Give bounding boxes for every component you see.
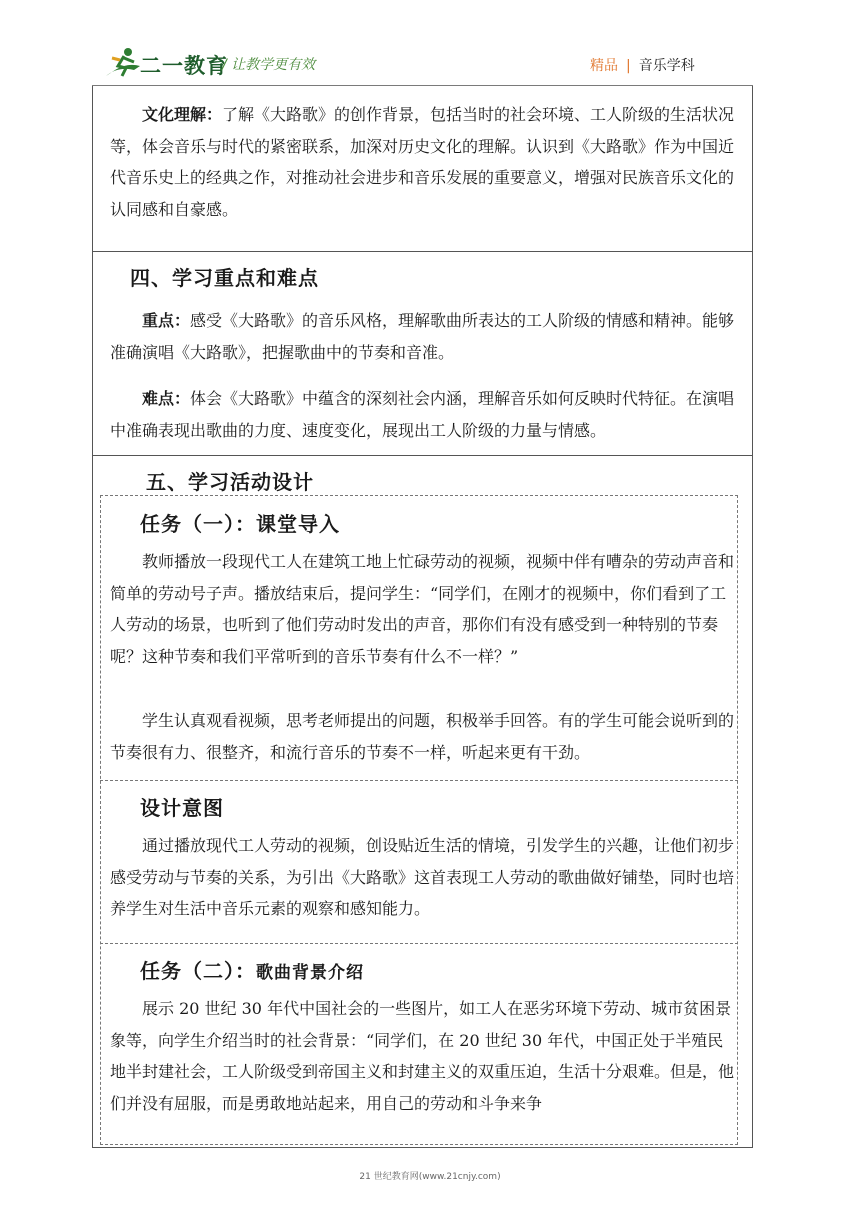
subject-badge [590, 55, 695, 75]
slogan: / 让教学更有效 [222, 57, 316, 73]
task2-title-prefix: 任务（二）： [140, 959, 256, 983]
dashed-divider [100, 780, 738, 781]
subject-label: 音乐学科 [638, 58, 695, 74]
row-divider [92, 455, 753, 456]
logo-text: 二一教育 [140, 54, 228, 78]
intent-paragraph: 通过播放现代工人劳动的视频，创设贴近生活的情境，引发学生的兴趣，让他们初步感受劳动与节奏的关系，为引出《大路歌》这首表现工人劳动的歌曲做好铺垫，同时也培养学生对生活中音乐元素的观察和感知能力。 [110, 836, 735, 918]
culture-text: 了解《大路歌》的创作背景，包括当时的社会环境、工人阶级的生活状况等，体会音乐与时代的紧密联系，加深对历史文化的理解。认识到《大路歌》作为中国近代音乐史上的经典之作，对推动社会进步和音乐发展的重要意义，增强对民族音乐文化的认同感和自豪感。 [110, 105, 735, 219]
culture-paragraph [110, 99, 738, 225]
task1-paragraph-1: 教师播放一段现代工人在建筑工地上忙碌劳动的视频，视频中伴有嘈杂的劳动声音和简单的劳动号子声。播放结束后，提问学生：“同学们，在刚才的视频中，你们看到了工人劳动的场景，也听到了他们劳动时发出的声音，那你们有没有感受到一种特别的节奏呢？这种节奏和我们平常听到的音乐节奏有什么不一样？” [110, 552, 735, 666]
page-header [0, 0, 860, 86]
task2-title [140, 955, 364, 984]
section5-title: 五、学习活动设计 [146, 470, 314, 494]
task2-paragraph-1: 展示 20 世纪 30 年代中国社会的一些图片，如工人在恶劣环境下劳动、城市贫困景象等，向学生介绍当时的社会背景：“同学们，在 20 世纪 30 年代，中国正处于半殖民地半封建社会，工人阶级受到帝国主义和封建主义的双重压迫，生活十分艰难。但是，他们并没有屈服，而是勇敢地站起来，用自己的劳动和斗争来争 [110, 999, 735, 1113]
row-divider [92, 251, 753, 252]
difficulty-lead: 难点： [142, 389, 191, 408]
difficulty-text: 体会《大路歌》中蕴含的深刻社会内涵，理解音乐如何反映时代特征。在演唱中准确表现出歌曲的力度、速度变化，展现出工人阶级的力量与情感。 [110, 389, 735, 440]
key-point-text: 感受《大路歌》的音乐风格，理解歌曲所表达的工人阶级的情感和精神。能够准确演唱《大路歌》，把握歌曲中的节奏和音准。 [110, 311, 735, 362]
task2-title-text: 歌曲背景介绍 [256, 963, 364, 983]
quality-label: 精品 [590, 58, 618, 74]
page-footer: 21 世纪教育网(www.21cnjy.com) [359, 1172, 501, 1182]
dashed-divider [100, 943, 738, 944]
difficulty-paragraph [110, 383, 738, 446]
key-point-lead: 重点： [142, 311, 191, 330]
task1-paragraph-2: 学生认真观看视频，思考老师提出的问题，积极举手回答。有的学生可能会说听到的节奏很有力、很整齐，和流行音乐的节奏不一样，听起来更有干劲。 [110, 711, 735, 762]
section4-title: 四、学习重点和难点 [130, 266, 319, 290]
intent-title: 设计意图 [140, 796, 224, 820]
culture-lead: 文化理解： [142, 105, 223, 124]
badge-separator: | [626, 58, 631, 74]
key-point-paragraph [110, 305, 738, 368]
task1-title: 任务（一）：课堂导入 [140, 512, 340, 536]
row-divider [92, 1147, 753, 1148]
